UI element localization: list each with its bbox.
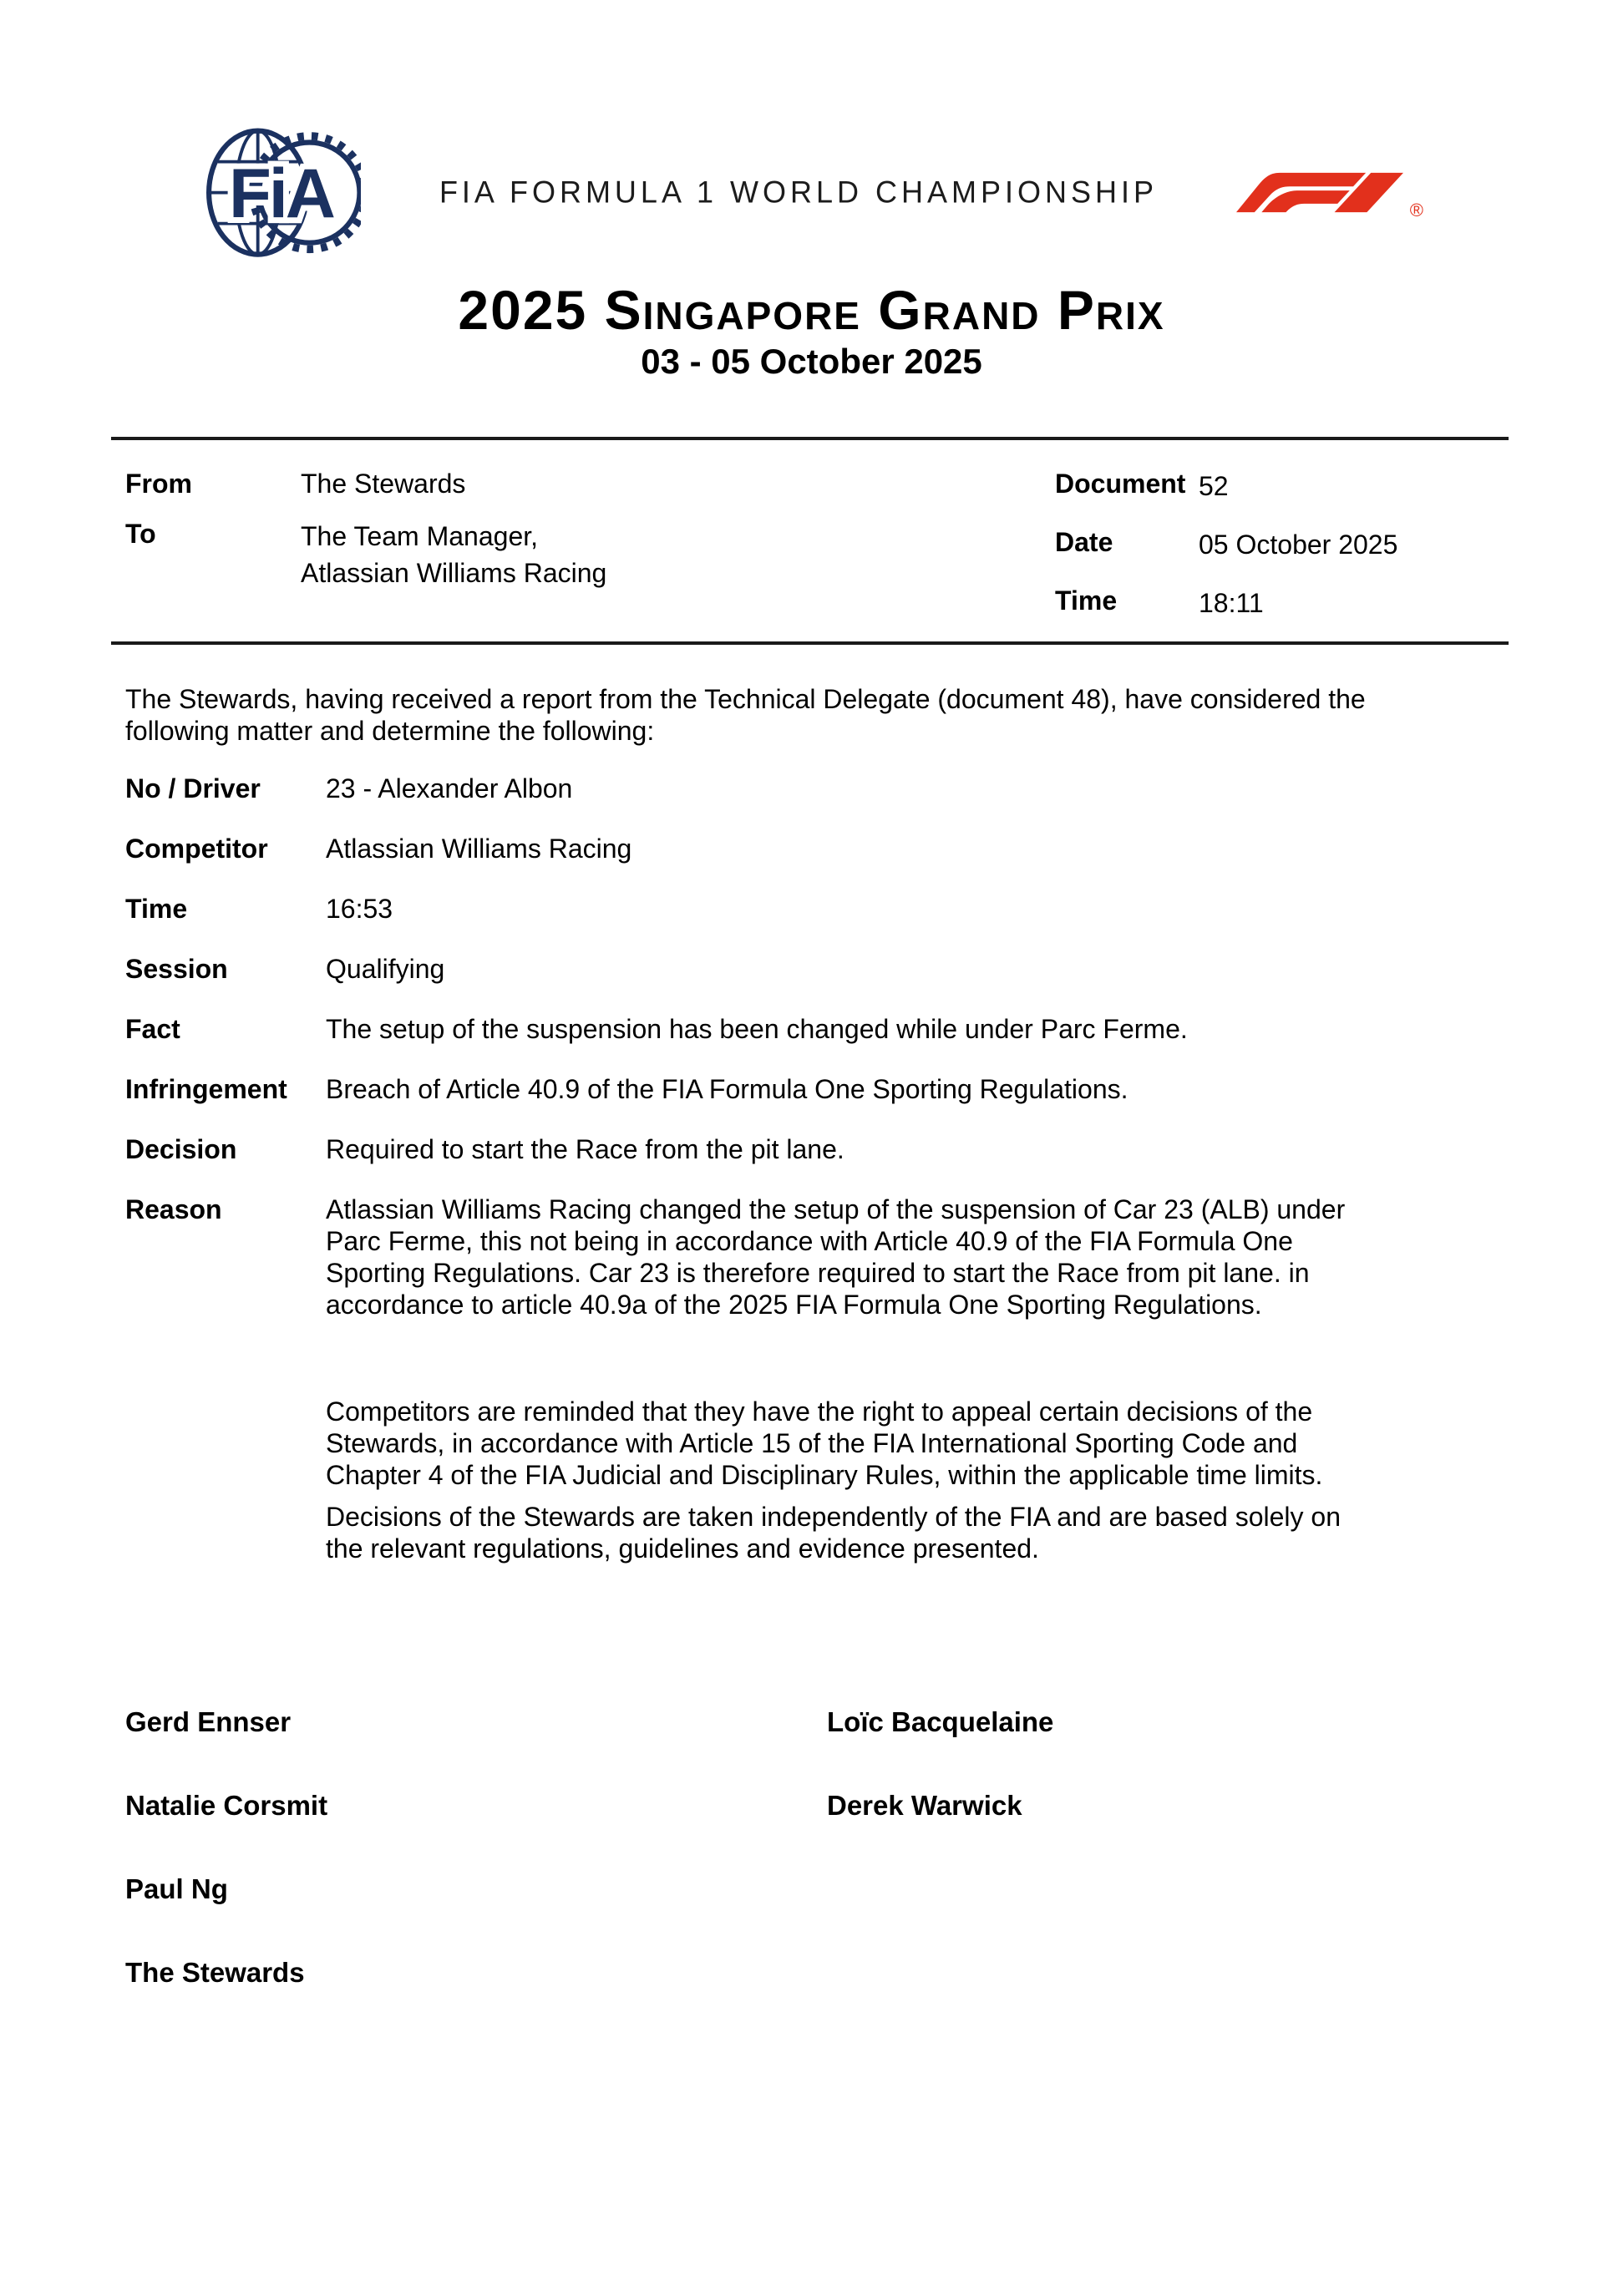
document-row xyxy=(1055,468,1509,504)
appeal-rights-paragraph: Competitors are reminded that they have the right to appeal certain decisions of the Stewards, in accordance with Article 15 of the FIA International Sporting Code and Chapter 4 of the FIA Judicial and Disciplinary Rules, within the applicable time limits. xyxy=(326,1396,1323,1490)
driver-value: 23 - Alexander Albon xyxy=(326,773,573,803)
decision-fields xyxy=(125,773,1509,1593)
championship-header: FIA FORMULA 1 WORLD CHAMPIONSHIP xyxy=(439,174,1159,210)
document-number: 52 xyxy=(1199,471,1229,501)
field-row-decision xyxy=(125,1133,1509,1165)
event-dates: 03 - 05 October 2025 xyxy=(641,342,982,381)
time-label: Time xyxy=(1055,585,1118,616)
fia-logo-icon xyxy=(206,127,361,258)
field-row-fact xyxy=(125,1013,1509,1045)
field-row-reason xyxy=(125,1194,1509,1564)
to-value xyxy=(301,518,606,591)
signature-steward-2: Loïc Bacquelaine xyxy=(827,1706,1054,1737)
from-label: From xyxy=(125,469,192,499)
competitor-label: Competitor xyxy=(125,834,268,864)
reason-value xyxy=(326,1194,1370,1564)
fact-value: The setup of the suspension has been changed while under Parc Ferme. xyxy=(326,1014,1188,1044)
field-row-session xyxy=(125,953,1509,985)
fia-logo-letters: FiA xyxy=(228,154,333,232)
event-title: 2025 Singapore Grand Prix xyxy=(458,279,1165,341)
decision-value: Required to start the Race from the pit lane. xyxy=(326,1134,844,1164)
to-line-1: The Team Manager, xyxy=(301,521,539,551)
session-label: Session xyxy=(125,954,228,984)
meta-section xyxy=(125,468,1509,643)
signature-steward-1: Gerd Ennser xyxy=(125,1706,292,1737)
signatures-section xyxy=(125,1706,1509,2040)
competitor-value: Atlassian Williams Racing xyxy=(326,834,632,864)
document-label: Document xyxy=(1055,469,1186,499)
field-row-driver xyxy=(125,773,1509,804)
driver-label: No / Driver xyxy=(125,773,261,803)
infringement-value: Breach of Article 40.9 of the FIA Formula One Sporting Regulations. xyxy=(326,1074,1128,1104)
signature-steward-4: Derek Warwick xyxy=(827,1790,1022,1821)
to-line-2: Atlassian Williams Racing xyxy=(301,558,607,588)
meta-right-column xyxy=(1055,468,1509,643)
signature-steward-5: Paul Ng xyxy=(125,1873,228,1904)
date-value: 05 October 2025 xyxy=(1199,530,1398,560)
meta-left-column xyxy=(125,468,760,643)
fact-label: Fact xyxy=(125,1014,180,1044)
from-row xyxy=(125,468,760,499)
reason-paragraph-1: Atlassian Williams Racing changed the setup of the suspension of Car 23 (ALB) under Parc Ferme, this not being in accordance with Article 40.9 of the FIA Formula One Sporting Regulations. Car 23 is therefore required to start the Race from pit lane. in accordance to article 40.9a of the 2025 FIA Formula One Sporting Regulations. xyxy=(326,1194,1346,1320)
time-row xyxy=(1055,585,1509,621)
signature-spacer xyxy=(827,1873,1509,1956)
date-label: Date xyxy=(1055,527,1113,557)
session-time-label: Time xyxy=(125,894,188,924)
independence-paragraph: Decisions of the Stewards are taken independently of the FIA and are based solely on the relevant regulations, guidelines and evidence presented. xyxy=(326,1502,1341,1564)
reason-label: Reason xyxy=(125,1194,222,1224)
session-time-value: 16:53 xyxy=(326,894,393,924)
f1-logo-icon xyxy=(1236,166,1428,218)
registered-trademark-mark: ® xyxy=(1409,200,1423,220)
signature-footer: The Stewards xyxy=(125,1957,305,1988)
to-label: To xyxy=(125,519,156,549)
masthead xyxy=(206,125,1428,259)
time-value: 18:11 xyxy=(1199,588,1264,618)
decision-label: Decision xyxy=(125,1134,237,1164)
infringement-label: Infringement xyxy=(125,1074,287,1104)
date-row xyxy=(1055,526,1509,563)
from-value: The Stewards xyxy=(301,469,466,499)
session-value: Qualifying xyxy=(326,954,445,984)
to-row xyxy=(125,518,760,591)
horizontal-divider-bottom xyxy=(111,641,1509,645)
field-row-infringement xyxy=(125,1073,1509,1105)
signature-steward-3: Natalie Corsmit xyxy=(125,1790,328,1821)
field-row-competitor xyxy=(125,833,1509,864)
intro-paragraph: The Stewards, having received a report from the Technical Delegate (document 48), have considered the following matter and determine the following: xyxy=(125,684,1366,746)
horizontal-divider-top xyxy=(111,437,1509,440)
field-row-time xyxy=(125,893,1509,925)
